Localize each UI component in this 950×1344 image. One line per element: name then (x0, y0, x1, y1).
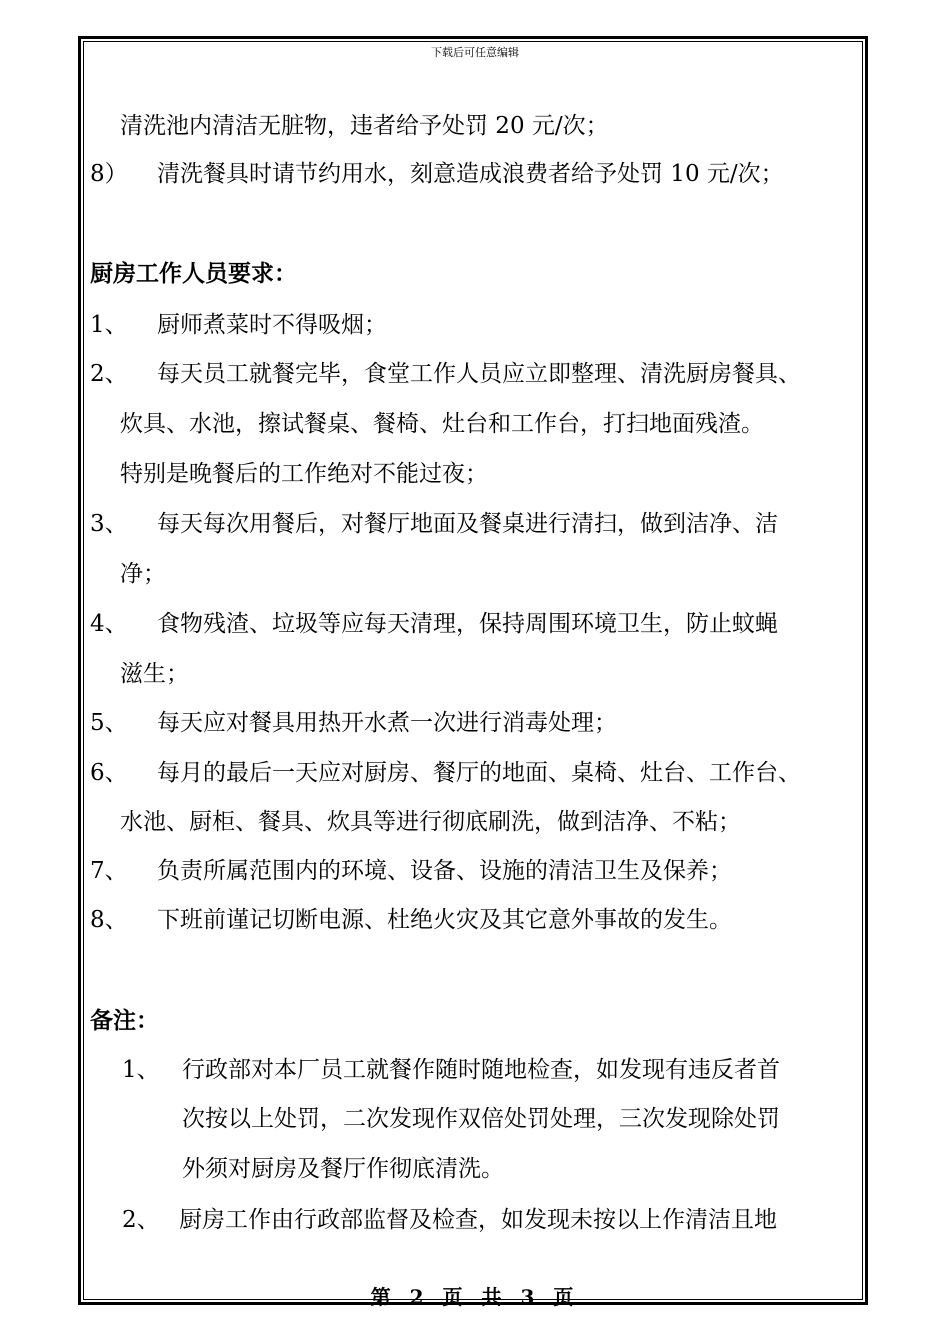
continuation-line: 清洗池内清洁无脏物，违者给予处罚 20 元/次； (120, 113, 609, 139)
kitchen-item-4-line: 滋生； (120, 661, 189, 687)
remarks-heading: 备注： (90, 1007, 159, 1034)
remarks-item-2-line: 厨房工作由行政部监督及检查，如发现未按以上作清洁且地 (179, 1207, 777, 1233)
kitchen-item-3-line: 每天每次用餐后，对餐厅地面及餐桌进行清扫，做到洁净、洁 (157, 511, 778, 537)
kitchen-item-8-line: 下班前谨记切断电源、杜绝火灾及其它意外事故的发生。 (157, 907, 732, 933)
kitchen-item-4-line: 食物残渣、垃圾等应每天清理，保持周围环境卫生，防止蚊蝇 (157, 611, 778, 637)
kitchen-item-2-line: 炊具、水池，擦试餐桌、餐椅、灶台和工作台，打扫地面残渣。 (120, 411, 764, 437)
page-number-footer: 第 2 页 共 3 页 (370, 1285, 580, 1309)
header-note: 下载后可任意编辑 (431, 46, 519, 59)
kitchen-item-6-line: 水池、厨柜、餐具、炊具等进行彻底刷洗，做到洁净、不粘； (120, 809, 741, 835)
kitchen-item-8-number: 8、 (90, 907, 128, 933)
remarks-item-1-number: 1、 (122, 1057, 160, 1083)
kitchen-item-4-number: 4、 (90, 611, 128, 637)
remarks-item-1-line: 次按以上处罚，二次发现作双倍处罚处理，三次发现除处罚 (182, 1106, 780, 1132)
kitchen-item-5-line: 每天应对餐具用热开水煮一次进行消毒处理； (157, 710, 617, 736)
kitchen-item-7-line: 负责所属范围内的环境、设备、设施的清洁卫生及保养； (157, 858, 732, 884)
kitchen-item-2-line: 每天员工就餐完毕，食堂工作人员应立即整理、清洗厨房餐具、 (157, 361, 801, 387)
kitchen-item-1-number: 1、 (90, 312, 128, 338)
kitchen-item-1-line: 厨师煮菜时不得吸烟； (157, 312, 387, 338)
kitchen-item-5-number: 5、 (90, 710, 128, 736)
kitchen-item-2-line: 特别是晚餐后的工作绝对不能过夜； (120, 461, 488, 487)
kitchen-item-6-number: 6、 (90, 760, 128, 786)
kitchen-item-6-line: 每月的最后一天应对厨房、餐厅的地面、桌椅、灶台、工作台、 (157, 760, 801, 786)
kitchen-item-7-number: 7、 (90, 858, 128, 884)
item8-number: 8） (90, 161, 128, 187)
remarks-item-1-line: 外须对厨房及餐厅作彻底清洗。 (182, 1156, 504, 1182)
kitchen-item-2-number: 2、 (90, 361, 128, 387)
kitchen-item-3-line: 净； (120, 561, 166, 587)
item8-text: 清洗餐具时请节约用水，刻意造成浪费者给予处罚 10 元/次； (157, 161, 784, 187)
remarks-item-1-line: 行政部对本厂员工就餐作随时随地检查，如发现有违反者首 (182, 1057, 780, 1083)
remarks-item-2-number: 2、 (122, 1207, 160, 1233)
kitchen-heading: 厨房工作人员要求： (90, 260, 297, 287)
kitchen-item-3-number: 3、 (90, 511, 128, 537)
